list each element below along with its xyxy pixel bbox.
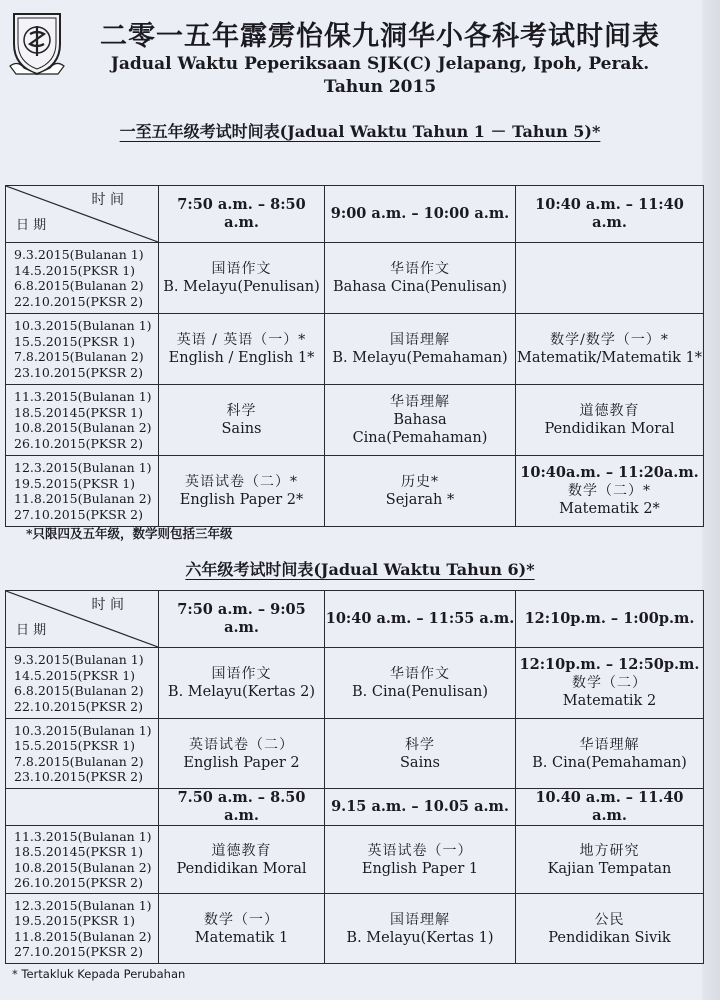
- date-line: 23.10.2015(PKSR 2): [14, 364, 143, 380]
- subject-cell: [159, 719, 325, 789]
- subject-chinese: 数学（二）*: [568, 483, 651, 499]
- table-header-row: [6, 591, 704, 648]
- date-line: 10.8.2015(Bulanan 2): [14, 420, 152, 435]
- subject-malay: Pendidikan Moral: [544, 421, 675, 437]
- subject-cell: [325, 826, 516, 894]
- page-edge: [702, 0, 720, 1000]
- date-line: 26.10.2015(PKSR 2): [14, 435, 143, 451]
- time-slot-header: 7:50 a.m. – 9:05 a.m.: [159, 591, 325, 648]
- subject-chinese: 英语试卷（一）: [367, 842, 473, 859]
- subject-chinese: 国语理解: [390, 911, 450, 928]
- exam-dates-cell: [6, 314, 159, 385]
- table-row: [6, 456, 704, 527]
- header-corner-cell: [6, 591, 159, 648]
- subject-cell: [516, 314, 704, 385]
- date-line: 6.8.2015(Bulanan 2): [14, 683, 144, 698]
- timetable-year1-5: [5, 185, 704, 527]
- time-slot-header: 7.50 a.m. – 8.50 a.m.: [159, 789, 325, 826]
- subject-chinese: 道德教育: [579, 403, 640, 419]
- subject-malay: Sejarah *: [385, 492, 455, 508]
- date-line: 19.5.2015(PKSR 1): [14, 913, 136, 928]
- section-1-note: *只限四及五年级，数学则包括三年级: [26, 526, 233, 541]
- date-line: 18.5.20145(PKSR 1): [14, 844, 143, 859]
- subject-cell: [325, 314, 516, 385]
- subject-cell: [159, 648, 325, 719]
- section-2-title: [0, 557, 720, 580]
- subject-cell: [325, 243, 516, 314]
- date-line: 18.5.20145(PKSR 1): [14, 404, 143, 420]
- table-row: [6, 385, 704, 456]
- subject-malay: Sains: [400, 754, 440, 771]
- subject-cell: [516, 894, 704, 964]
- subject-chinese: 历史*: [401, 474, 439, 490]
- subject-cell: [516, 826, 704, 894]
- subject-cell: [325, 456, 516, 527]
- subject-chinese: 华语理解: [579, 736, 640, 753]
- subject-chinese: 国语理解: [390, 332, 450, 348]
- subject-malay: B. Cina(Penulisan): [352, 684, 488, 700]
- header-time-label: 时 间: [91, 597, 124, 613]
- subject-malay: Pendidikan Moral: [176, 860, 307, 877]
- subject-cell: [325, 648, 516, 719]
- table-row: [6, 894, 704, 964]
- subject-cell: [325, 894, 516, 964]
- date-line: 23.10.2015(PKSR 2): [14, 769, 143, 784]
- subject-chinese: 华语作文: [390, 666, 450, 682]
- subject-malay: English / English 1*: [168, 350, 315, 366]
- time-slot-header: 9.15 a.m. – 10.05 a.m.: [325, 789, 516, 826]
- subject-malay: Pendidikan Sivik: [548, 929, 671, 946]
- subject-malay: Bahasa Cina(Penulisan): [332, 279, 508, 295]
- date-line: 22.10.2015(PKSR 2): [14, 698, 143, 714]
- date-line: 26.10.2015(PKSR 2): [14, 875, 143, 890]
- special-time-slot: 12:10p.m. – 12:50p.m.: [519, 656, 700, 673]
- exam-dates-cell: [6, 894, 159, 964]
- subject-cell: [159, 826, 325, 894]
- subject-malay: Matematik 2: [562, 693, 657, 709]
- subject-malay: English Paper 1: [361, 860, 479, 877]
- date-line: 7.8.2015(Bulanan 2): [14, 753, 144, 769]
- subject-chinese: 地方研究: [579, 842, 640, 859]
- subject-malay: Matematik 2*: [559, 501, 660, 517]
- page-title-year: Tahun 2015: [323, 77, 437, 97]
- subject-malay: English Paper 2: [183, 754, 300, 771]
- date-line: 15.5.2015(PKSR 1): [14, 738, 136, 753]
- subject-malay: Matematik 1: [194, 929, 289, 946]
- subject-cell: [159, 894, 325, 964]
- subject-cell: [516, 719, 704, 789]
- subject-chinese: 数学（一）: [204, 911, 279, 928]
- time-slot-header: 10:40 a.m. – 11:40 a.m.: [516, 186, 704, 243]
- section-2-title-text: 六年级考试时间表(Jadual Waktu Tahun 6)*: [185, 560, 535, 579]
- page-title-chinese: 二零一五年霹雳怡保九洞华小各科考试时间表: [100, 21, 660, 52]
- subject-chinese: 数学（二）: [572, 675, 647, 691]
- exam-dates-cell: [6, 826, 159, 894]
- subject-malay: B. Melayu(Pemahaman): [332, 350, 508, 366]
- subheader-blank-cell: [6, 789, 159, 826]
- header-corner-cell: [6, 186, 159, 243]
- date-line: 11.3.2015(Bulanan 1): [14, 828, 152, 844]
- table-row: [6, 826, 704, 894]
- table-row: [6, 243, 704, 314]
- header-time-label: 时 间: [91, 192, 124, 208]
- subject-malay: English Paper 2*: [179, 492, 304, 508]
- section-1-title: [0, 119, 720, 142]
- date-line: 9.3.2015(Bulanan 1): [14, 652, 144, 667]
- special-time-slot: 10:40a.m. – 11:20a.m.: [520, 464, 699, 481]
- date-line: 22.10.2015(PKSR 2): [14, 293, 143, 309]
- exam-dates-cell: [6, 456, 159, 527]
- subject-cell: [159, 385, 325, 456]
- subject-malay: Matematik/Matematik 1*: [516, 350, 703, 366]
- subject-chinese: 科学: [405, 736, 435, 753]
- subject-chinese: 英语试卷（二）: [189, 736, 294, 753]
- timetable-year6: [5, 590, 704, 964]
- subject-chinese: 华语理解: [390, 394, 450, 410]
- date-line: 11.3.2015(Bulanan 1): [14, 389, 152, 404]
- subject-malay: B. Melayu(Kertas 1): [346, 929, 494, 946]
- date-line: 15.5.2015(PKSR 1): [14, 333, 136, 349]
- subject-chinese: 国语作文: [211, 261, 272, 277]
- date-line: 12.3.2015(Bulanan 1): [14, 897, 152, 913]
- date-line: 27.10.2015(PKSR 2): [14, 506, 143, 522]
- empty-subject-cell: [516, 243, 704, 314]
- subject-chinese: 英语试卷（二）*: [185, 474, 298, 490]
- subject-malay: Bahasa Cina(Pemahaman): [352, 412, 488, 446]
- header-date-label: 日 期: [16, 218, 47, 233]
- header-date-label: 日 期: [16, 623, 47, 638]
- subject-cell: [325, 385, 516, 456]
- time-slot-header: 10.40 a.m. – 11.40 a.m.: [516, 789, 704, 826]
- date-line: 19.5.2015(PKSR 1): [14, 475, 136, 491]
- subject-cell: [516, 648, 704, 719]
- subject-cell: [159, 314, 325, 385]
- subject-cell: [325, 719, 516, 789]
- subject-chinese: 国语作文: [211, 666, 272, 682]
- exam-dates-cell: [6, 385, 159, 456]
- date-line: 6.8.2015(Bulanan 2): [14, 278, 144, 293]
- section-1-title-text: 一至五年级考试时间表(Jadual Waktu Tahun 1 － Tahun 5)*: [119, 122, 601, 141]
- date-line: 9.3.2015(Bulanan 1): [14, 247, 144, 262]
- subject-malay: B. Cina(Pemahaman): [532, 754, 687, 771]
- table-row: [6, 719, 704, 789]
- subject-cell: [516, 456, 704, 527]
- date-line: 10.3.2015(Bulanan 1): [14, 722, 152, 738]
- date-line: 12.3.2015(Bulanan 1): [14, 460, 152, 475]
- table-subheader-row: [6, 789, 704, 826]
- date-line: 27.10.2015(PKSR 2): [14, 944, 143, 959]
- date-line: 14.5.2015(PKSR 1): [14, 262, 136, 278]
- subject-chinese: 数学/数学（一）*: [550, 332, 669, 348]
- footer-note: * Tertakluk Kepada Perubahan: [12, 967, 186, 981]
- table-row: [6, 314, 704, 385]
- time-slot-header: 10:40 a.m. – 11:55 a.m.: [325, 591, 516, 648]
- subject-malay: B. Melayu(Kertas 2): [167, 684, 316, 700]
- exam-dates-cell: [6, 648, 159, 719]
- date-line: 10.8.2015(Bulanan 2): [14, 859, 152, 875]
- date-line: 11.8.2015(Bulanan 2): [14, 491, 152, 506]
- date-line: 14.5.2015(PKSR 1): [14, 667, 136, 683]
- page-title-malay: Jadual Waktu Peperiksaan SJK(C) Jelapang, Ipoh, Perak.: [110, 54, 650, 74]
- subject-chinese: 道德教育: [211, 842, 272, 859]
- subject-cell: [516, 385, 704, 456]
- exam-dates-cell: [6, 719, 159, 789]
- time-slot-header: 9:00 a.m. – 10:00 a.m.: [325, 186, 516, 243]
- time-slot-header: 12:10p.m. – 1:00p.m.: [516, 591, 704, 648]
- subject-cell: [159, 243, 325, 314]
- subject-malay: B. Melayu(Penulisan): [163, 279, 320, 295]
- subject-chinese: 科学: [226, 403, 257, 419]
- subject-malay: Sains: [221, 421, 262, 437]
- subject-chinese: 华语作文: [390, 261, 450, 277]
- date-line: 11.8.2015(Bulanan 2): [14, 928, 152, 944]
- exam-dates-cell: [6, 243, 159, 314]
- table-header-row: [6, 186, 704, 243]
- time-slot-header: 7:50 a.m. – 8:50 a.m.: [159, 186, 325, 243]
- date-line: 7.8.2015(Bulanan 2): [14, 349, 144, 364]
- table-row: [6, 648, 704, 719]
- school-crest-icon: [8, 8, 66, 78]
- subject-malay: Kajian Tempatan: [547, 860, 672, 877]
- subject-cell: [159, 456, 325, 527]
- subject-chinese: 公民: [594, 911, 625, 928]
- date-line: 10.3.2015(Bulanan 1): [14, 318, 152, 333]
- subject-chinese: 英语 / 英语（一）*: [176, 332, 307, 348]
